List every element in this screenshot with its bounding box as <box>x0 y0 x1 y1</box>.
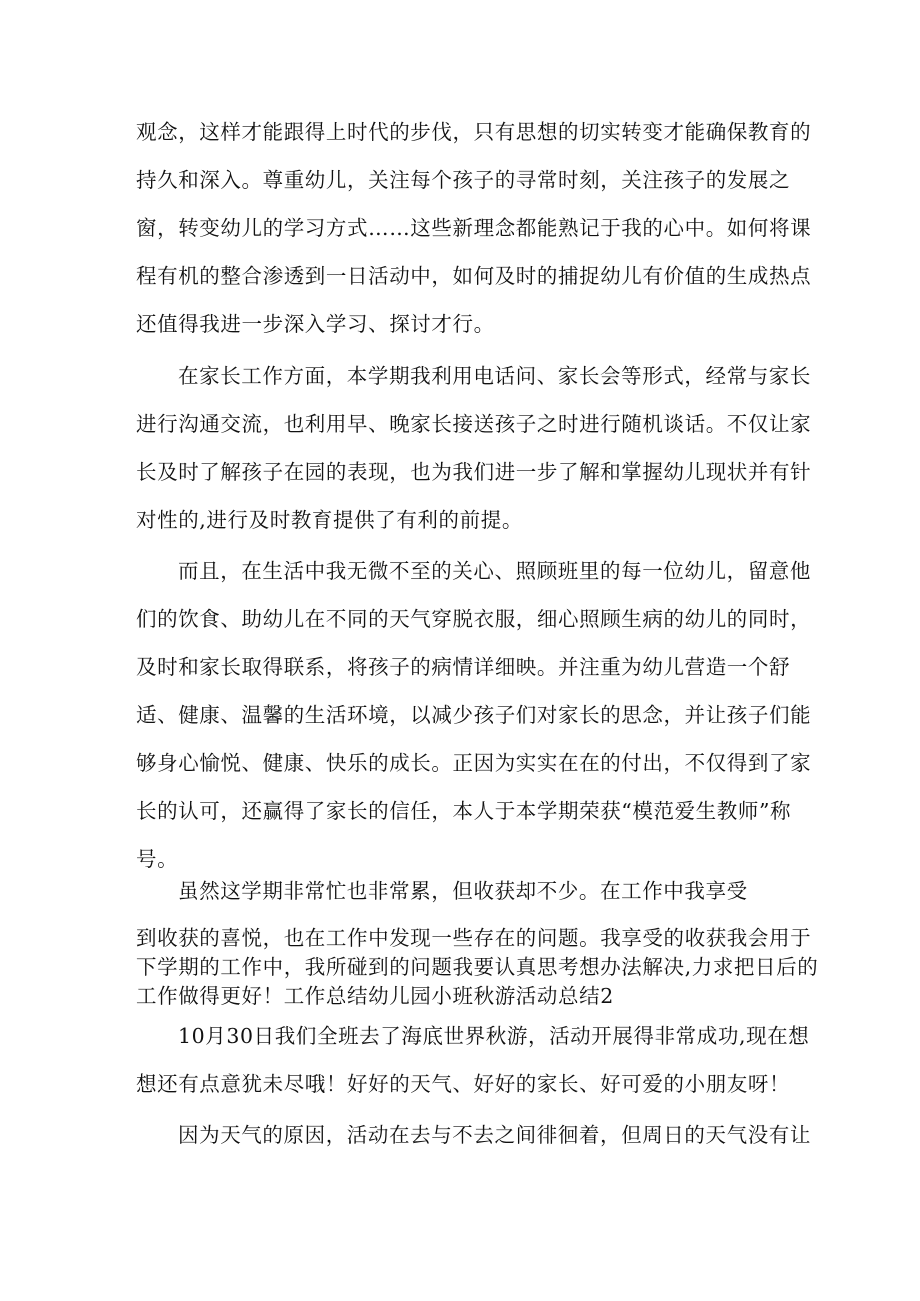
paragraph-first-line: 10月30日我们全班去了海底世界秋游，活动开展得非常成功,现在想 <box>178 1024 810 1048</box>
text-line: 们的饮食、助幼儿在不同的天气穿脱衣服，细心照顾生病的幼儿的同时， <box>136 607 812 631</box>
text-line: 对性的,进行及时教育提供了有利的前提。 <box>136 508 523 532</box>
text-line: 还值得我进一步深入学习、探讨才行。 <box>136 312 495 336</box>
text-line: 到收获的喜悦，也在工作中发现一些存在的问题。我享受的收获我会用于 <box>136 926 812 950</box>
text-line: 观念，这样才能跟得上时代的步伐，只有思想的切实转变才能确保教育的 <box>136 120 812 144</box>
text-line: 程有机的整合渗透到一日活动中，如何及时的捕捉幼儿有价值的生成热点 <box>136 264 812 288</box>
paragraph-first-line: 在家长工作方面，本学期我利用电话问、家长会等形式，经常与家长 <box>178 364 811 388</box>
text-line: 适、健康、温馨的生活环境，以减少孩子们对家长的思念，并让孩子们能 <box>136 703 812 727</box>
paragraph-first-line: 虽然这学期非常忙也非常累，但收获却不少。在工作中我享受 <box>178 879 748 903</box>
paragraph-first-line: 因为天气的原因，活动在去与不去之间徘徊着，但周日的天气没有让 <box>178 1123 811 1147</box>
text-line: 及时和家长取得联系，将孩子的病情详细映。并注重为幼儿营造一个舒 <box>136 655 791 679</box>
text-line: 进行沟通交流，也利用早、晚家长接送孩子之时进行随机谈话。不仅让家 <box>136 412 812 436</box>
text-line: 持久和深入。尊重幼儿，关注每个孩子的寻常时刻，关注孩子的发展之 <box>136 168 791 192</box>
text-line: 长及时了解孩子在园的表现，也为我们进一步了解和掌握幼儿现状并有针 <box>136 460 812 484</box>
text-line: 窗，转变幼儿的学习方式……这些新理念都能熟记于我的心中。如何将课 <box>136 216 812 240</box>
text-line: 号。 <box>136 847 179 871</box>
text-line: 工作做得更好！工作总结幼儿园小班秋游活动总结2 <box>136 984 614 1008</box>
text-line: 够身心愉悦、健康、快乐的成长。正因为实实在在的付出，不仅得到了家 <box>136 751 812 775</box>
text-line: 下学期的工作中，我所碰到的问题我要认真思考想办法解决,力求把日后的 <box>136 955 819 979</box>
text-line: 长的认可，还赢得了家长的信任，本人于本学期荣获“模范爱生教师”称 <box>136 799 792 823</box>
text-line: 想还有点意犹未尽哦！好好的天气、好好的家长、好可爱的小朋友呀！ <box>136 1072 791 1096</box>
paragraph-first-line: 而且，在生活中我无微不至的关心、照顾班里的每一位幼儿，留意他 <box>178 559 811 583</box>
